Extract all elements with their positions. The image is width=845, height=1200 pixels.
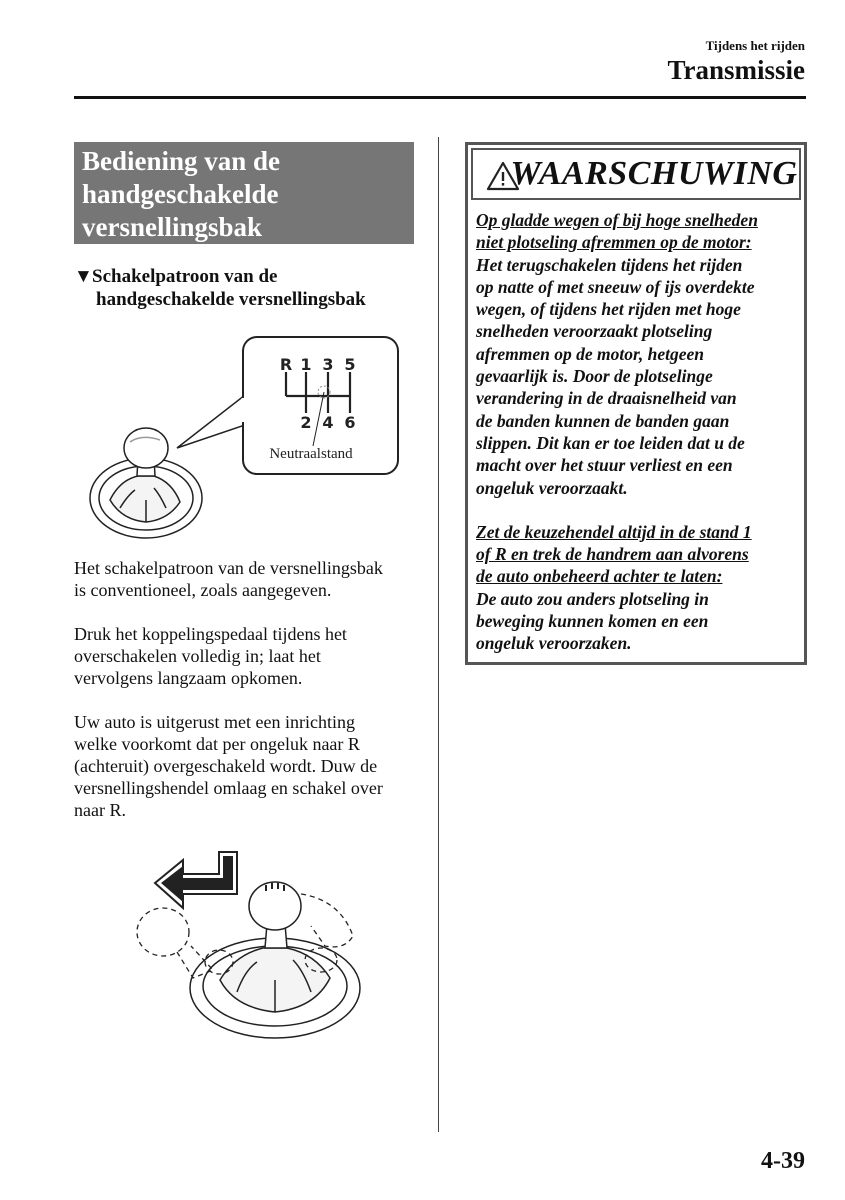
warning-line-underlined: niet plotseling afremmen op de motor: [476,232,752,253]
page-number: 4-39 [761,1148,805,1174]
paragraph-reverse [74,711,424,821]
neutral-label: Neutraalstand [269,446,353,462]
warning-line: De auto zou anders plotseling in [476,588,709,609]
column-divider [438,137,439,1132]
page-title: Transmissie [667,55,805,85]
text-line: versnellingshendel omlaag en schakel over [74,778,383,798]
text-line: overschakelen volledig in; laat het [74,646,321,666]
warning-line: de banden kunnen de banden gaan [476,410,730,431]
gear-label: 1 [300,355,312,374]
warning-line-underlined: de auto onbeheerd achter te laten: [476,566,723,587]
sub-heading [74,265,434,311]
warning-line-underlined: Op gladde wegen of bij hoge snelheden [476,210,758,230]
gear-label: 2 [300,413,312,432]
warning-line: wegen, of tijdens het rijden met hoge [476,299,741,320]
paragraph-clutch [74,623,424,689]
warning-line: beweging kunnen komen en een [476,611,709,632]
gear-label: 4 [322,413,334,432]
warning-line: afremmen op de motor, hetgeen [476,343,704,364]
warning-header [471,148,801,200]
warning-box [465,142,807,665]
text-line: vervolgens langzaam opkomen. [74,668,303,688]
gear-label: 5 [344,355,356,374]
warning-line-underlined: Zet de keuzehendel altijd in de stand 1 [476,521,752,542]
warning-block-1 [476,209,802,499]
gear-label: 3 [322,355,334,374]
warning-block-2 [476,521,802,655]
text-line: is conventioneel, zoals aangegeven. [74,580,332,600]
warning-triangle-icon [485,160,521,192]
sub-heading-line: Schakelpatroon van de [92,266,278,287]
warning-line: snelheden veroorzaakt plotseling [476,321,713,342]
callout-pointer [177,395,245,448]
gear-label: R [279,355,293,374]
triangle-down-icon: ▼ [74,266,93,287]
warning-line: op natte of met sneeuw of ijs overdekte [476,276,755,297]
text-line: (achteruit) overgeschakeld wordt. Duw de [74,756,378,776]
warning-line: Het terugschakelen tijdens het rijden [476,254,743,275]
warning-line: gevaarlijk is. Door de plotselinge [476,366,713,387]
gear-label: 6 [344,413,356,432]
shift-pattern-figure [80,330,410,545]
warning-body [476,209,802,677]
text-line: welke voorkomt dat per ongeluk naar R [74,734,360,754]
warning-line: slippen. Dit kan er toe leiden dat u de [476,432,745,453]
warning-title: WAARSCHUWING [510,155,798,192]
text-line: Het schakelpatroon van de versnellingsbak [74,558,383,578]
text-line: Uw auto is uitgerust met een inrichting [74,712,355,732]
warning-line: ongeluk veroorzaakt. [476,477,628,498]
sub-heading-line: handgeschakelde versnellingsbak [96,289,366,310]
header-rule [74,96,806,99]
warning-line: verandering in de draaisnelheid van [476,388,737,409]
section-heading-line: versnellingsbak [82,212,263,242]
text-line: naar R. [74,800,126,820]
section-heading [74,142,414,244]
warning-line-underlined: of R en trek de handrem aan alvorens [476,544,749,565]
warning-line: ongeluk veroorzaken. [476,633,632,654]
text-line: Druk het koppelingspedaal tijdens het [74,624,347,644]
section-heading-line: handgeschakelde [82,179,279,209]
warning-line: macht over het stuur verliest en een [476,455,733,476]
reverse-shift-figure [125,850,375,1050]
paragraph-shift-pattern [74,557,424,601]
section-heading-line: Bediening van de [82,146,281,176]
running-header-section: Tijdens het rijden [705,38,805,53]
gear-lever-drawing [190,882,360,1038]
